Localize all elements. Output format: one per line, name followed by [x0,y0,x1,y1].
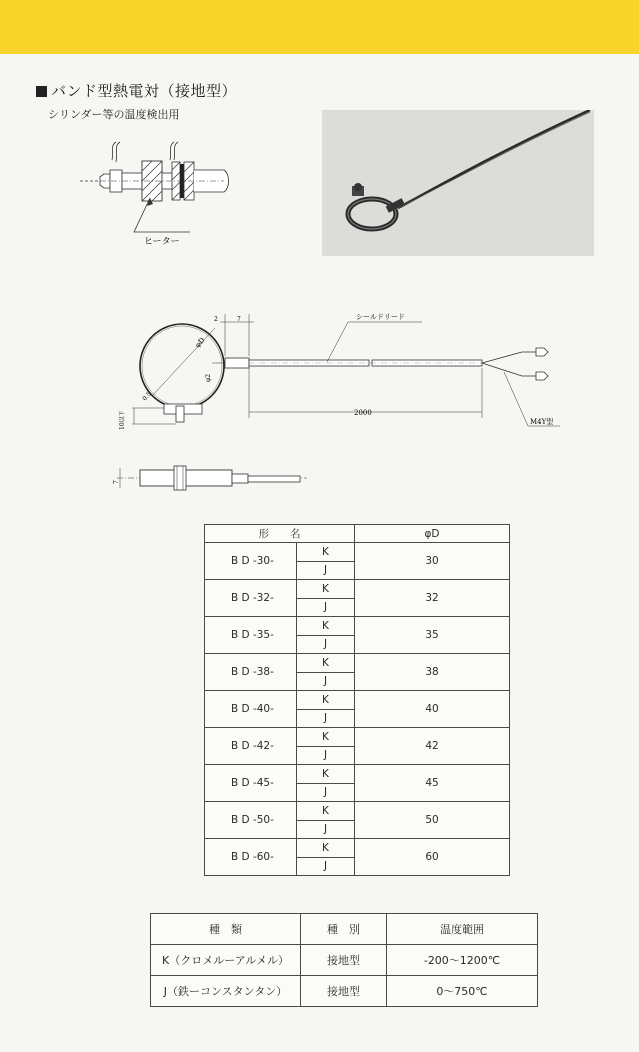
thermocouple-type-cell: K [297,543,355,562]
model-name-cell: B D -35- [205,617,297,654]
phiD-cell: 38 [355,654,510,691]
thermocouple-type-cell: J [297,820,355,839]
phiD-cell: 42 [355,728,510,765]
thermocouple-type-cell: K [297,802,355,821]
model-header: 形 名 [205,525,355,543]
thermocouple-type-cell: K [297,839,355,858]
table-row [205,580,510,599]
table-row [205,654,510,673]
table-row [205,543,510,562]
product-photo [322,110,594,256]
table-row [205,802,510,821]
dim-phiD-label: φD [193,336,207,350]
thermocouple-type-cell: J [297,672,355,691]
phiD-cell: 45 [355,765,510,802]
thermocouple-type-cell: J [297,709,355,728]
phiD-cell: 60 [355,839,510,876]
model-name-cell: B D -32- [205,580,297,617]
model-name-cell: B D -38- [205,654,297,691]
kind-cell: J（鉄ーコンスタンタン） [151,976,301,1007]
type-cell: 接地型 [301,976,387,1007]
model-name-cell: B D -40- [205,691,297,728]
thermocouple-type-cell: K [297,654,355,673]
model-name-cell: B D -30- [205,543,297,580]
table-row [205,728,510,747]
thermocouple-type-cell: J [297,561,355,580]
thermocouple-type-cell: J [297,598,355,617]
table-row [151,976,538,1007]
phiD-header: φD [355,525,510,543]
thermocouple-type-cell: K [297,765,355,784]
page-subtitle: シリンダー等の温度検出用 [48,108,180,121]
thermocouple-type-cell: J [297,783,355,802]
table-row [205,765,510,784]
model-name-cell: B D -60- [205,839,297,876]
square-bullet-icon [36,86,47,97]
table-row [205,691,510,710]
kind-cell: K（クロメルーアルメル） [151,945,301,976]
table-row [205,839,510,858]
thermocouple-type-cell: J [297,746,355,765]
dim-7-label: 7 [237,316,241,323]
range-header: 温度範囲 [387,914,538,945]
kind-header: 種 類 [151,914,301,945]
phiD-cell: 30 [355,543,510,580]
model-name-cell: B D -42- [205,728,297,765]
shield-lead-label: シールドリード [356,313,405,321]
table-row [151,945,538,976]
dim-2-label: 2 [214,316,218,323]
thermocouple-type-cell: K [297,691,355,710]
side-view-drawing [112,458,312,498]
page-title-text: バンド型熱電対（接地型） [51,82,238,100]
phiD-cell: 50 [355,802,510,839]
terminal-label: M4Y型 [530,418,554,426]
thermocouple-type-cell: J [297,635,355,654]
table-row [205,617,510,636]
thermocouple-type-cell: K [297,617,355,636]
type-cell: 接地型 [301,945,387,976]
model-table [204,524,510,876]
type-header: 種 別 [301,914,387,945]
dim-2000-label: 2000 [354,409,372,417]
phiD-cell: 35 [355,617,510,654]
phiD-cell: 40 [355,691,510,728]
range-cell: 0～750℃ [387,976,538,1007]
dimension-drawing [112,306,572,436]
thermocouple-type-cell: K [297,580,355,599]
header-color-band [0,0,639,54]
phiD-cell: 32 [355,580,510,617]
thermocouple-type-cell: K [297,728,355,747]
heater-label: ヒーター [144,237,180,247]
dim-0-5-label: 0.5 [141,390,153,403]
model-name-cell: B D -50- [205,802,297,839]
side-dim-7-label: 7 [113,480,120,484]
page-title [36,80,237,101]
dim-10-label: 10以下 [119,410,126,430]
range-cell: -200～1200℃ [387,945,538,976]
thermocouple-type-cell: J [297,857,355,876]
installation-diagram [80,140,230,252]
dim-phi2-label: φ2 [205,373,212,382]
model-name-cell: B D -45- [205,765,297,802]
temperature-range-table [150,913,538,1007]
